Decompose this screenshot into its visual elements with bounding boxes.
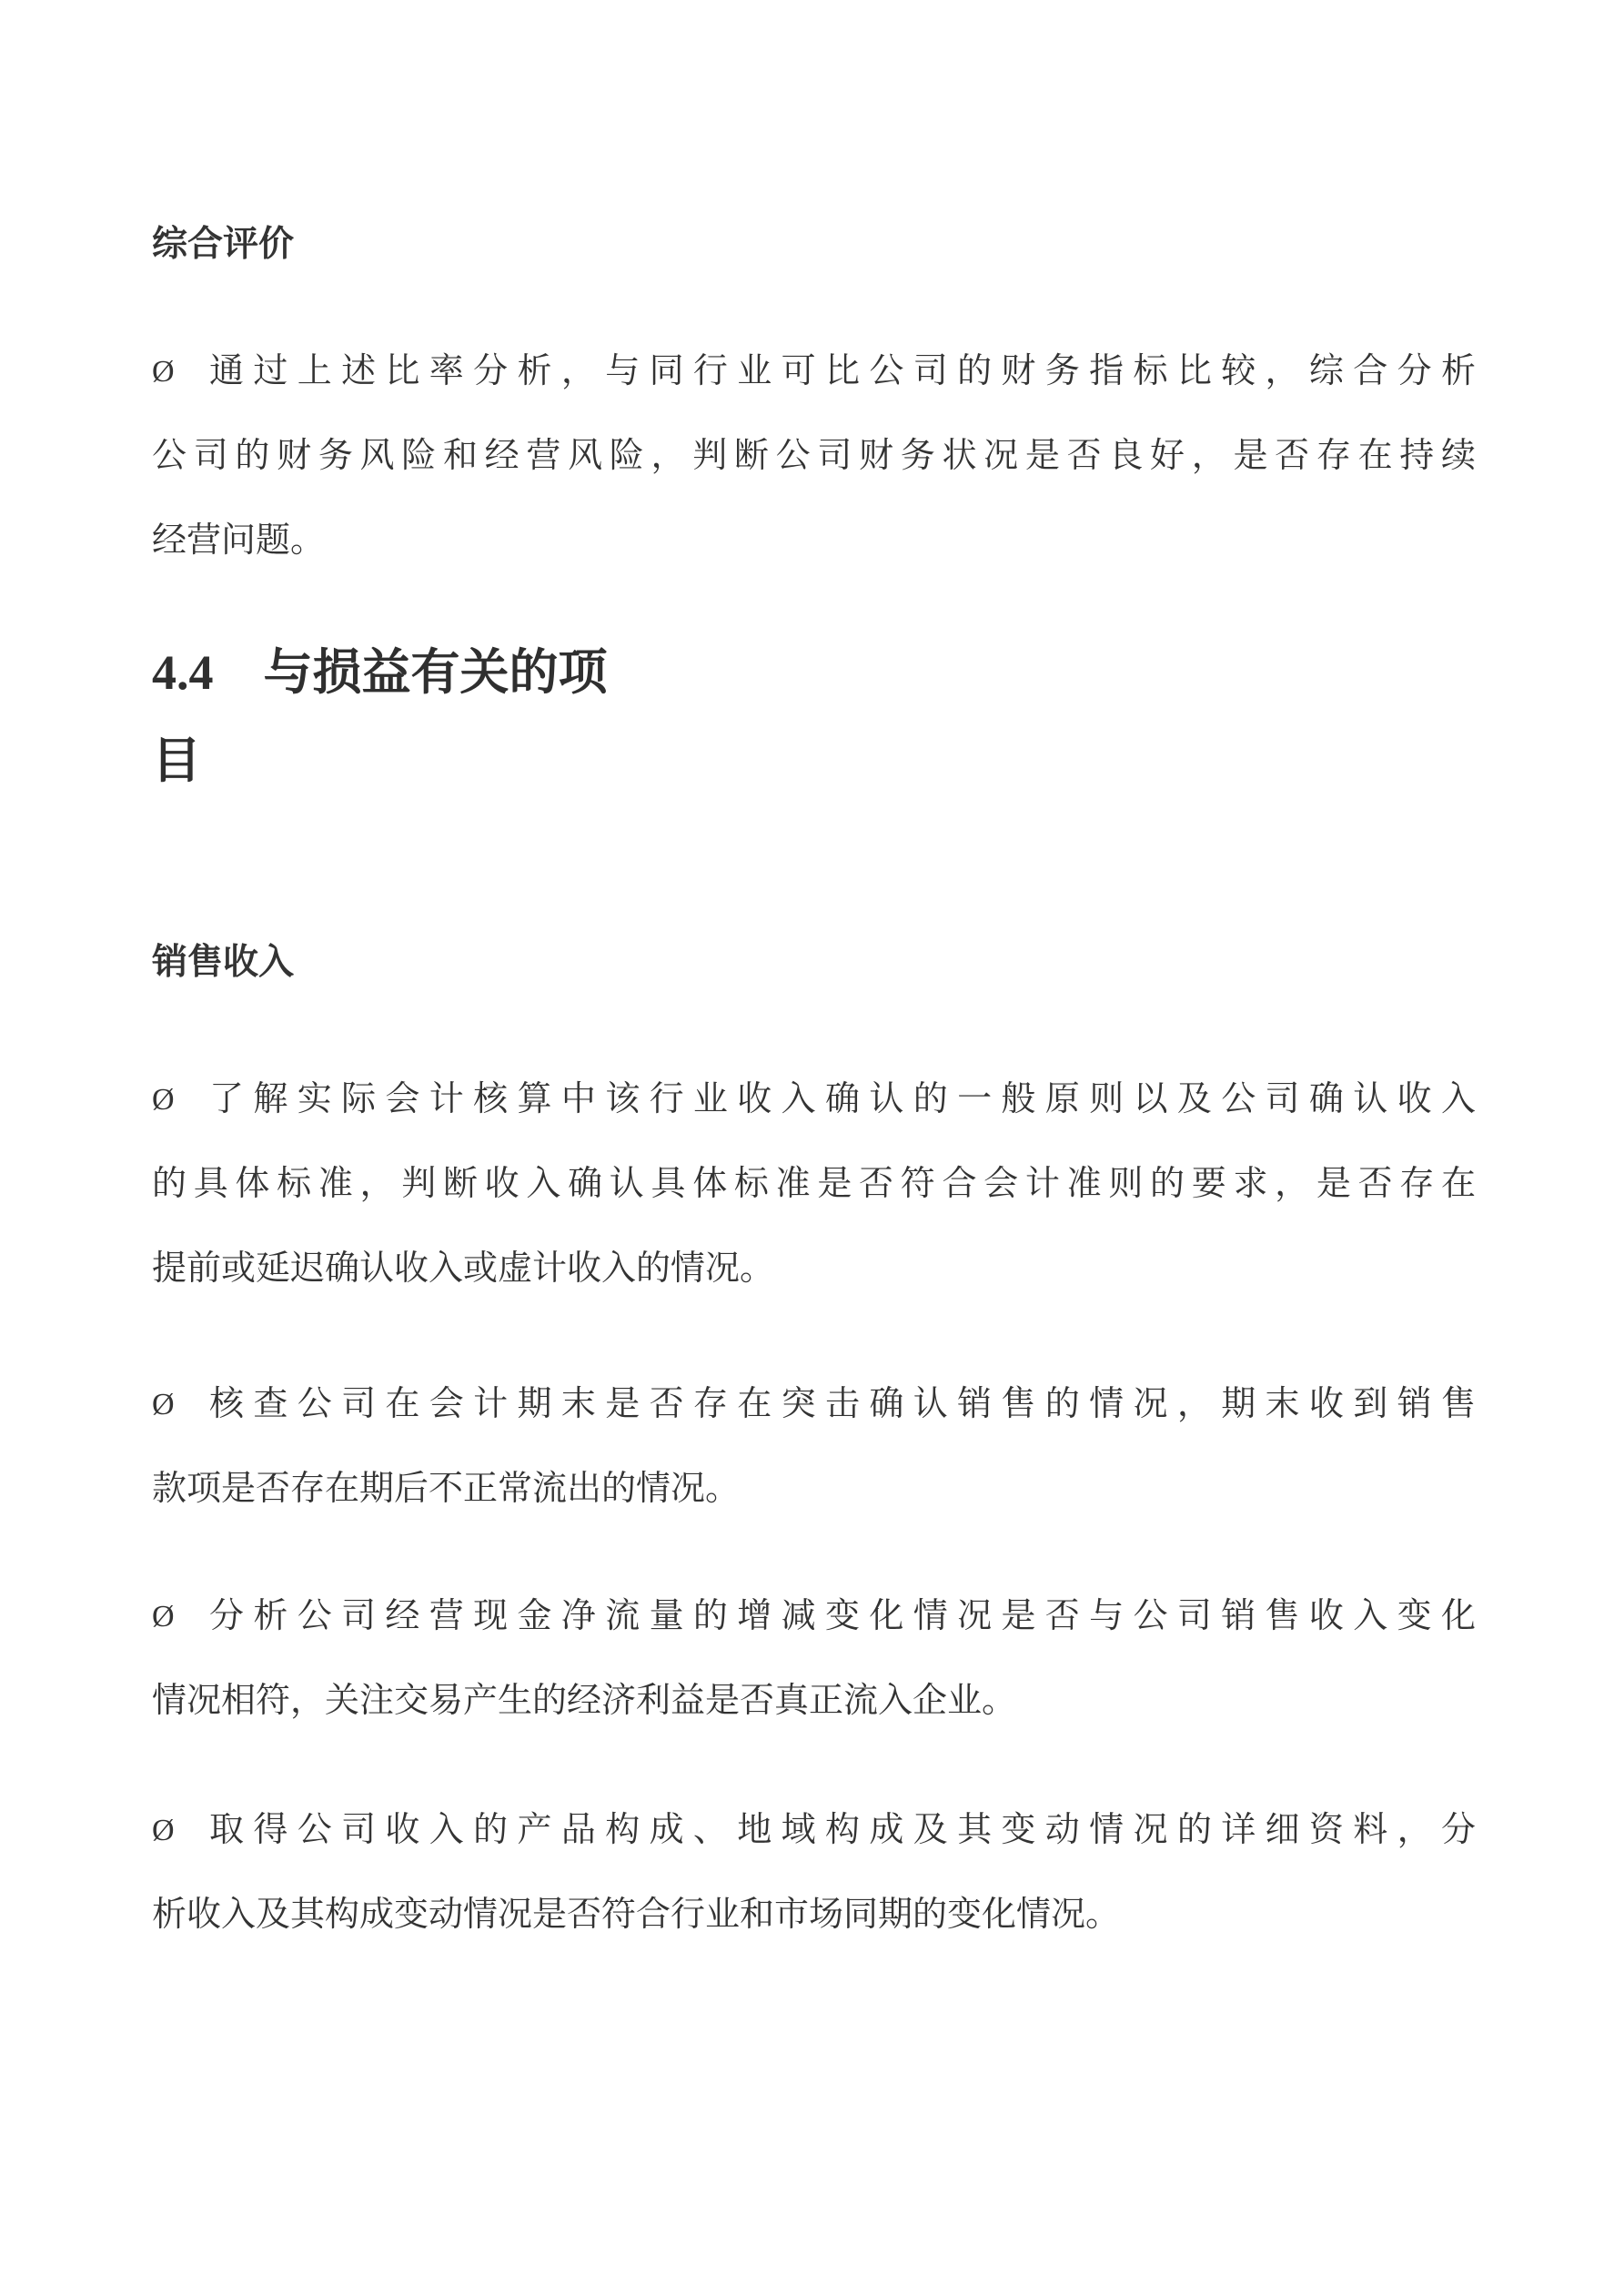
bullet-text: 分析公司经营现金净流量的增减变化情况是否与公司销售收入变化 xyxy=(209,1597,1476,1635)
bullet-line xyxy=(152,1362,1476,1447)
chapter-heading xyxy=(152,629,1476,805)
bullet-text: 经营问题。 xyxy=(152,521,326,560)
paragraph-cash-flow-analysis xyxy=(152,1574,1476,1744)
paragraph-revenue-recognition xyxy=(152,1057,1476,1311)
bullet-marker: Ø xyxy=(152,355,175,389)
bullet-text: 公司的财务风险和经营风险，判断公司财务状况是否良好，是否存在持续 xyxy=(152,437,1476,475)
bullet-text: 取得公司收入的产品构成、地域构成及其变动情况的详细资料，分 xyxy=(209,1811,1476,1849)
bullet-line xyxy=(152,1057,1476,1142)
bullet-text: 的具体标准，判断收入确认具体标准是否符合会计准则的要求，是否存在 xyxy=(152,1165,1476,1203)
chapter-title-part2: 目 xyxy=(152,733,201,788)
section-heading-overall-evaluation: 综合评价 xyxy=(152,225,295,264)
bullet-text: 核查公司在会计期末是否存在突击确认销售的情况，期末收到销售 xyxy=(209,1385,1476,1423)
bullet-text: 款项是否存在期后不正常流出的情况。 xyxy=(152,1470,741,1508)
bullet-marker: Ø xyxy=(152,1600,175,1633)
bullet-text: 提前或延迟确认收入或虚计收入的情况。 xyxy=(152,1249,775,1288)
paragraph-revenue-composition xyxy=(152,1788,1476,1957)
bullet-marker: Ø xyxy=(152,1083,175,1117)
bullet-text: 通过上述比率分析，与同行业可比公司的财务指标比较，综合分析 xyxy=(209,352,1476,390)
chapter-heading-line1 xyxy=(152,629,1476,717)
bullet-line xyxy=(152,329,1476,414)
bullet-marker: Ø xyxy=(152,1388,175,1421)
bullet-line xyxy=(152,1574,1476,1659)
paragraph-period-end-sales xyxy=(152,1362,1476,1532)
bullet-marker: Ø xyxy=(152,1814,175,1847)
chapter-number: 4.4 xyxy=(152,645,214,700)
bullet-line xyxy=(152,1788,1476,1873)
bullet-text: 情况相符，关注交易产生的经济利益是否真正流入企业。 xyxy=(152,1682,1017,1720)
chapter-title-part1: 与损益有关的项 xyxy=(263,645,608,700)
paragraph-overall-evaluation xyxy=(152,329,1476,583)
bullet-text: 了解实际会计核算中该行业收入确认的一般原则以及公司确认收入 xyxy=(209,1080,1476,1118)
bullet-text: 析收入及其构成变动情况是否符合行业和市场同期的变化情况。 xyxy=(152,1896,1121,1934)
section-heading-sales-revenue: 销售收入 xyxy=(152,943,295,982)
